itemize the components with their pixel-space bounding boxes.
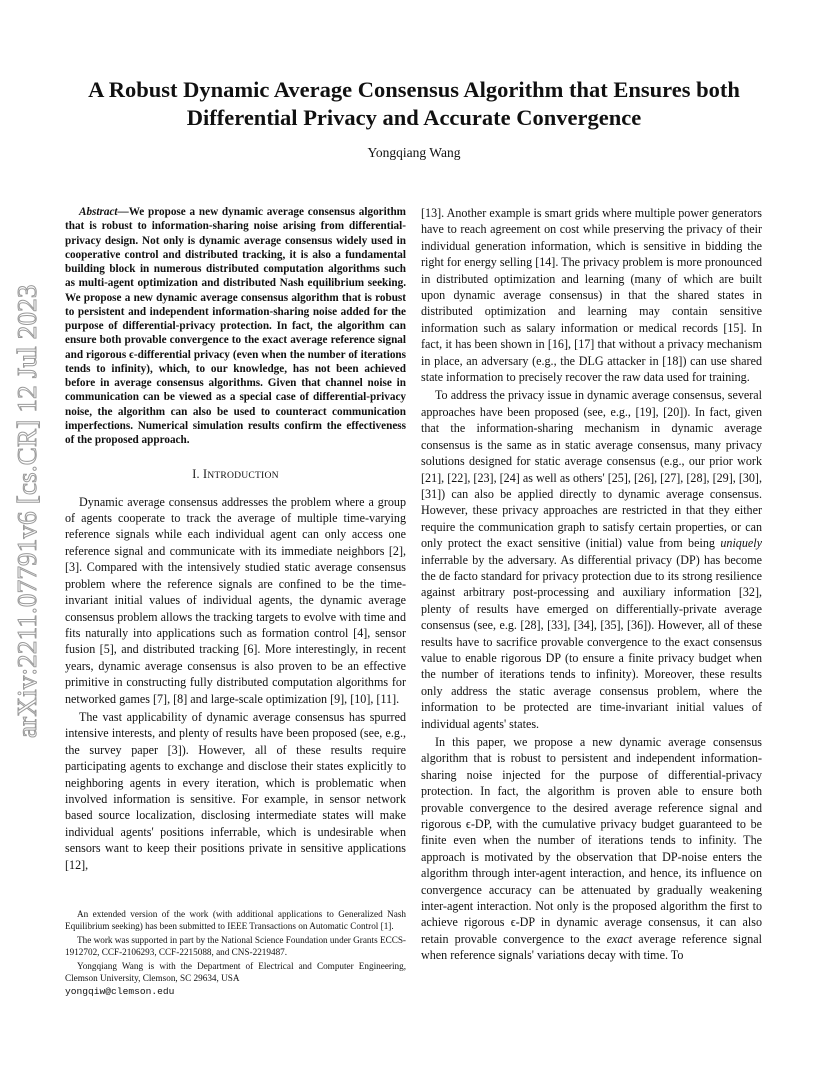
footnote: [65, 960, 406, 997]
intro-paragraph: The vast applicability of dynamic average consensus has spurred intensive interests, and plenty of results have been proposed (see, e.g., the survey paper [3]). However, all of these results require participating agents to exchange and disclose their states explicitly to neighboring agents in every iteration, which is problematic when involved information is sensitive. For example, in sensor network based source localization, disclosing intermediate states will make individual agents' positions inferrable, which is undesirable when sensors want to keep their positions private in sensitive applications [12],: [65, 709, 406, 872]
footnotes: [65, 908, 406, 1000]
body-paragraph: [421, 734, 762, 964]
abstract: [65, 205, 406, 447]
section-number: I.: [192, 467, 200, 482]
arxiv-identifier-stamp[interactable]: arXiv:2211.07791v6 [cs.CR] 12 Jul 2023: [12, 284, 42, 738]
emphasis-text: exact: [606, 931, 633, 946]
text-run: average reference signal when reference signals' variations decay with time. To: [421, 931, 762, 963]
text-run: In this paper, we propose a new dynamic average consensus algorithm that is robust to persistent and independent information-sharing noise injected for the purpose of differential-privacy protection. In fact, the algorithm is proven able to ensure both provable convergence to the desired average reference signal and rigorous ϵ-DP, with the cumulative privacy budget guaranteed to be finite even when the number of iterations tends to infinity. The approach is motivated by the observation that DP-noise enters the algorithm through inter-agent interaction, and hence, its influence on convergence accuracy can be attenuated by gradually weakening inter-agent interaction. Not only is the proposed algorithm the first to achieve rigorous ϵ-DP in dynamic average consensus, it can also retain provable convergence to the: [421, 735, 762, 946]
section-heading-introduction: [65, 466, 406, 484]
author-email-link[interactable]: yongqiw@clemson.edu: [65, 985, 175, 997]
abstract-separator: —: [117, 206, 129, 218]
text-run: inferrable by the adversary. As differential privacy (DP) has become the de facto standard for privacy protection due to its strong resilience against arbitrary post-processing and auxiliary information [32], plenty of results have emerged on differentially-private average consensus (see, e.g. [28], [33], [34], [35], [36]). However, all of these results have to sacrifice provable convergence to the exact consensus value to enable rigorous DP (to ensure a finite privacy budget when the number of iterations tends to infinity). Moreover, these results only address the static average consensus problem, where the information to be protected are time-invariant initial values of individual agents' states.: [421, 552, 762, 731]
body-paragraph: [421, 387, 762, 732]
section-title-rest: NTRODUCTION: [207, 470, 279, 482]
footnote: An extended version of the work (with additional applications to Generalized Nash Equilibrium seeking) has been submitted to IEEE Transactions on Automatic Control [1].: [65, 909, 406, 932]
right-column: [421, 205, 762, 964]
text-run: To address the privacy issue in dynamic average consensus, several approaches have been proposed (see, e.g., [19], [20]). In fact, given that the information-sharing mechanism in dynamic average consensus is the same as in static average consensus, many privacy solutions designed for static average consensus (e.g., our prior work [21], [22], [23], [24] as well as others' [25], [26], [27], [28], [29], [30], [31]) can also be applied directly to dynamic average consensus. However, these privacy approaches are restricted in that they either require the communication graph to satisfy certain properties, or can only protect the exact sensitive (initial) value from being: [421, 388, 762, 551]
abstract-label: Abstract: [79, 206, 118, 218]
author-name: Yongqiang Wang: [367, 145, 461, 160]
abstract-text: We propose a new dynamic average consensus algorithm that is robust to information-sharing noise arising from differential-privacy design. Not only is dynamic average consensus widely used in cooperative control and distributed tracking, it is also a fundamental building block in numerous distributed computation algorithms such as multi-agent optimization and distributed Nash equilibrium seeking. We propose a new dynamic average consensus algorithm that is robust to persistent and independent information-sharing noise added for the purpose of differential-privacy protection. In fact, the algorithm can ensure both provable convergence to the exact average reference signal and rigorous ϵ-differential privacy (even when the number of iterations tends to infinity), which, to our knowledge, has not been achieved before in average consensus algorithms. Given that channel noise in communication can be viewed as a special case of differential-privacy noise, the algorithm can also be used to counteract communication imperfections. Numerical simulation results confirm the effectiveness of the proposed approach.: [65, 206, 406, 446]
intro-paragraph: Dynamic average consensus addresses the problem where a group of agents cooperate to track the average of multiple time-varying reference signals while each individual agent can only access one reference signal and communicate with its immediate neighbors [2], [3]. Compared with the intensively studied static average consensus problem where the reference signals are confined to be the time-invariant initial values of individual agents, the dynamic average consensus problem allows the tracking targets to evolve with time and fits naturally into applications such as formation control [4], sensor fusion [5], and distributed tracking [6]. More interestingly, in recent years, dynamic average consensus is also proven to be an effective primitive in constructing fully distributed computation algorithms for networked games [7], [8] and large-scale optimization [9], [10], [11].: [65, 494, 406, 706]
footnote: The work was supported in part by the National Science Foundation under Grants ECCS-1912702, CCF-2106293, CCF-2215088, and CNS-2219487.: [65, 935, 406, 958]
emphasis-text: uniquely: [720, 536, 762, 551]
footnote-affiliation: Yongqiang Wang is with the Department of Electrical and Computer Engineering, Clemson University, Clemson, SC 29634, USA: [65, 961, 406, 984]
paper-title: A Robust Dynamic Average Consensus Algorithm that Ensures both Differential Privacy and Accurate Convergence: [88, 77, 740, 130]
left-column: [65, 205, 406, 873]
section-title-initial: I: [202, 467, 208, 482]
body-paragraph: [13]. Another example is smart grids where multiple power generators have to reach agreement on cost while preserving the privacy of their individual generation information, which is sensitive in bidding the right for energy selling [14]. The privacy problem is more pronounced in distributed optimization and learning (many of which are built upon dynamic average consensus) in that the shared states in distributed optimization and learning may contain sensitive information such as salary information or medical records [15]. In fact, it has been shown in [16], [17] that without a privacy mechanism in place, an adversary (e.g., the DLG attacker in [18]) can use shared state information to precisely recover the raw data used for training.: [421, 206, 762, 385]
